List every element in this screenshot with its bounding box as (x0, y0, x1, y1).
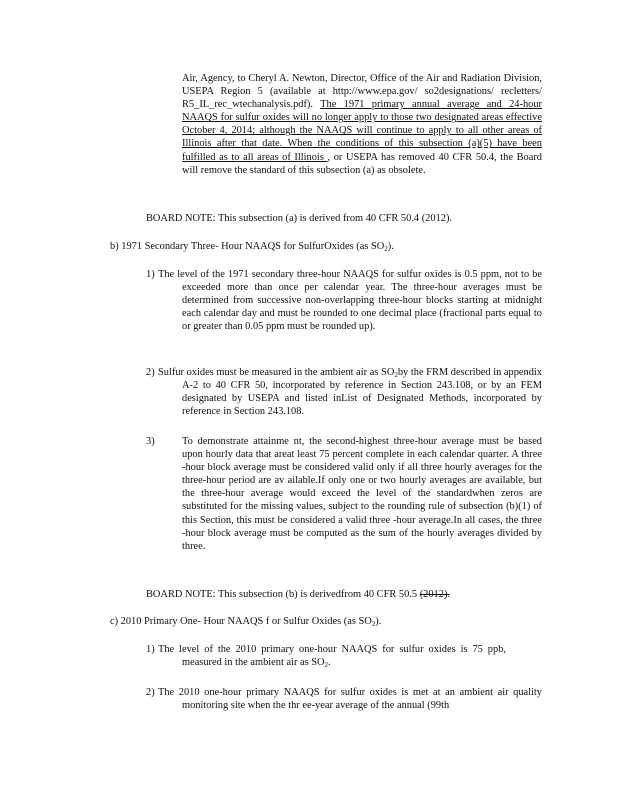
item-b2-text-a: Sulfur oxides must be measured in the ambient air as SO (158, 367, 395, 378)
intro-text-c-underlined: as to all areas of Illinois (219, 151, 328, 163)
subsection-c-heading (110, 615, 540, 628)
subsection-c-heading-sub: 2 (371, 620, 376, 628)
board-note-a: BOARD NOTE: This subsection (a) is derived from 40 CFR 50.4 (2012). (146, 213, 453, 224)
item-b1-text: The level of the 1971 secondary three-hour NAAQS for sulfur oxides is 0.5 ppm, not to be exceeded more than once per calendar year. The three-hour averages must be determined from successive non-overlapping three-hour blocks starting at midnight each calendar day and must be rounded to one decimal place (fractional parts equal to or greater than 0.05 ppm must be rounded up). (158, 269, 542, 333)
subsection-b-heading (110, 240, 540, 253)
subsection-b-heading-sub: 2 (384, 245, 388, 253)
subsection-b-heading-text: b) 1971 Secondary Three- Hour NAAQS for SulfurOxides (as SO (110, 241, 385, 252)
item-c1-number: 1) (146, 644, 155, 655)
item-c2-text: The 2010 one-hour primary NAAQS for sulfur oxides is met at an ambient air quality monitoring site when the thr ee-year average of the annual (99th (158, 687, 542, 712)
item-c1-sub: 2 (324, 661, 329, 670)
item-c1-text-a: The level of the 2010 primary one-hour NAAQS for sulfur oxides is 75 ppb, measured in the ambient air as SO (158, 644, 506, 669)
board-note-b-text: BOARD NOTE: This subsection (b) is derivedfrom 40 CFR 50.5 (146, 589, 420, 600)
subsection-c-heading-end: ). (375, 616, 382, 627)
item-c1-text (158, 643, 506, 670)
intro-paragraph (182, 72, 542, 177)
item-b2-number: 2) (146, 367, 155, 378)
item-c2-number: 2) (146, 687, 155, 698)
item-b2-text (158, 366, 542, 418)
item-b2-sub: 2 (394, 371, 398, 379)
subsection-c-heading-text: c) 2010 Primary One- Hour NAAQS f or Sulfur Oxides (as SO (110, 616, 372, 627)
item-b2-text-b: by the FRM described in appendix A-2 to 40 CFR 50, incorporated by reference in Section 243.108, or by an FEM designated by USEPA and listed inList of Designated Methods, incorporated by reference in Section 243.108. (182, 367, 542, 418)
item-c1-end: . (328, 657, 331, 669)
intro-text-a: Air, Agency, to Cheryl A. Newton, Director, Office of the Air and Radiation Division, USEPA Region 5 (available at http://www.epa.gov/ so2designations/ recletters/ R5_IL_rec_wtechanalysis.pdf). (182, 73, 542, 111)
board-note-b-struck: (2012). (419, 589, 451, 600)
intro-text-d: , or USEPA has removed 40 CFR 50.4, the Board will remove the standard of this subsection (a) as obsolete. (182, 151, 542, 176)
item-b3-number: 3) (146, 436, 155, 447)
intro-text-b-underlined: The 1971 primary annual average and 24-hour NAAQS for sulfur oxides will no longer apply to those two designated areas effective October 4, 2014; although the NAAQS will continue to apply to all other areas of Illinois after that date. When the conditions of this subsection (a)(5) have been fulfilled (182, 99, 543, 163)
board-note-b (146, 588, 546, 601)
item-b3-text: To demonstrate attainme nt, the second-highest three-hour average must be based upon hourly data that areat least 75 percent complete in each calendar quarter. A three -hour block average must be considered valid only if all three hourly averages for the three-hour period are av ailable.If only one or two hourly averages are available, but the three-hour average would exceed the level of the standardwhen zeros are substituted for the missing values, subject to the rounding rule of subsection (b)(1) of this Section, this must be considered a valid three -hour average.In all cases, the three -hour block average must be computed as the sum of the hourly averages divided by three. (182, 436, 542, 552)
item-b1-number: 1) (146, 269, 155, 280)
subsection-b-heading-end: ). (387, 241, 394, 252)
